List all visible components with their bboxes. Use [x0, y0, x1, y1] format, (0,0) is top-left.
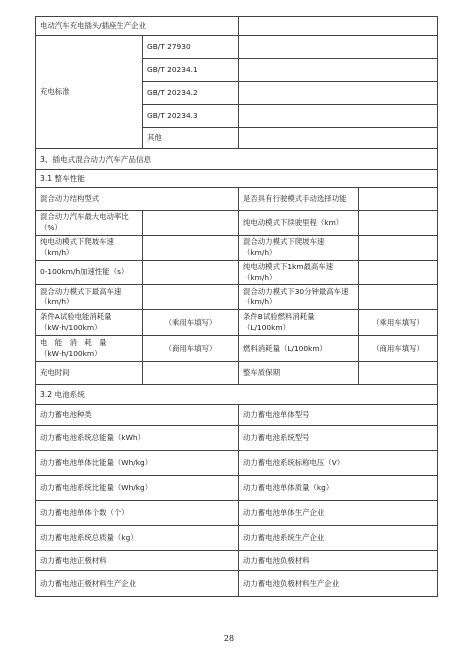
vehicle-performance-row	[36, 310, 438, 336]
battery-system-row	[36, 501, 438, 526]
battery-label-right: 动力蓄电池系统生产企业	[239, 526, 438, 551]
perf-label-left: 充电时间	[36, 362, 143, 385]
perf-label-right: 纯电动模式下续驶里程（km）	[239, 211, 359, 236]
battery-label-right: 动力蓄电池单体型号	[239, 405, 438, 426]
battery-label-right: 动力蓄电池负极材料	[239, 551, 438, 571]
vehicle-performance-row	[36, 211, 438, 236]
perf-label-left: 纯电动模式下爬坡车速（km/h）	[36, 236, 143, 261]
battery-label-left: 动力蓄电池种类	[36, 405, 239, 426]
battery-system-row	[36, 405, 438, 426]
perf-label-right: 燃料消耗量（L/100km）	[239, 336, 359, 362]
perf-value-right[interactable]	[359, 211, 438, 236]
perf-label-right: 是否具有行驶模式手动选择功能	[239, 188, 359, 211]
standard-option: GB/T 20234.3	[143, 105, 239, 128]
standard-value[interactable]	[239, 105, 438, 128]
section-3-title: 3、插电式混合动力汽车产品信息	[36, 149, 438, 170]
perf-label-right: 条件B试验燃料消耗量（L/100km）	[239, 310, 359, 336]
vehicle-performance-row	[36, 362, 438, 385]
section-3-2-header-row	[36, 385, 438, 405]
perf-label-left: 混合动力模式下最高车速（km/h）	[36, 285, 143, 310]
plug-company-value[interactable]	[239, 17, 438, 36]
standard-value[interactable]	[239, 36, 438, 59]
standard-option: GB/T 27930	[143, 36, 239, 59]
battery-label-right: 动力蓄电池单体生产企业	[239, 501, 438, 526]
battery-label-left: 动力蓄电池系统比能量（Wh/kg）	[36, 476, 239, 501]
vehicle-performance-row	[36, 285, 438, 310]
battery-system-row	[36, 426, 438, 451]
battery-label-left: 动力蓄电池系统总能量（kWh）	[36, 426, 239, 451]
standard-option: GB/T 20234.2	[143, 82, 239, 105]
perf-value-right[interactable]	[359, 362, 438, 385]
perf-value-right[interactable]	[359, 285, 438, 310]
perf-value-left[interactable]	[143, 285, 239, 310]
charging-standard-label: 充电标准	[36, 36, 143, 149]
battery-system-row	[36, 476, 438, 501]
standard-option: 其他	[143, 128, 239, 149]
perf-value-right[interactable]	[359, 236, 438, 261]
standard-value[interactable]	[239, 128, 438, 149]
perf-value-left[interactable]	[143, 211, 239, 236]
charging-standard-row	[36, 36, 438, 59]
vehicle-performance-row	[36, 336, 438, 362]
perf-value-right[interactable]: （乘用车填写）	[359, 310, 438, 336]
battery-system-row	[36, 451, 438, 476]
section-3-1-header-row	[36, 170, 438, 188]
battery-system-row	[36, 526, 438, 551]
standard-value[interactable]	[239, 59, 438, 82]
battery-label-right: 动力蓄电池负极材料生产企业	[239, 571, 438, 597]
perf-value-left[interactable]: （商用车填写）	[143, 336, 239, 362]
perf-value-left[interactable]	[143, 236, 239, 261]
perf-label-right: 纯电动模式下1km最高车速（km/h）	[239, 261, 359, 285]
perf-label-left: 混合动力结构型式	[36, 188, 239, 211]
perf-label-left: 电 能 消 耗 量（kW·h/100km）	[36, 336, 143, 362]
standard-value[interactable]	[239, 82, 438, 105]
perf-value-left[interactable]	[143, 362, 239, 385]
battery-system-row	[36, 571, 438, 597]
section-3-2-title: 3.2 电池系统	[36, 385, 438, 405]
battery-label-left: 动力蓄电池单体比能量（Wh/kg）	[36, 451, 239, 476]
perf-label-left: 0-100km/h加速性能（s）	[36, 261, 143, 285]
battery-system-row	[36, 551, 438, 571]
battery-label-left: 动力蓄电池正极材料生产企业	[36, 571, 239, 597]
vehicle-performance-row	[36, 261, 438, 285]
plug-company-row	[36, 17, 438, 36]
plug-company-label: 电动汽车充电插头/插座生产企业	[36, 17, 239, 36]
perf-label-left: 混合动力汽车最大电动率比（%）	[36, 211, 143, 236]
perf-label-left: 条件A试验电能消耗量（kW·h/100km）	[36, 310, 143, 336]
battery-label-left: 动力蓄电池正极材料	[36, 551, 239, 571]
perf-value-left[interactable]: （乘用车填写）	[143, 310, 239, 336]
perf-value-right[interactable]	[359, 261, 438, 285]
perf-label-right: 混合动力模式下30分钟最高车速（km/h）	[239, 285, 359, 310]
perf-value-right[interactable]: （商用车填写）	[359, 336, 438, 362]
vehicle-performance-row	[36, 188, 438, 211]
perf-label-right: 整车质保期	[239, 362, 359, 385]
section-3-1-title: 3.1 整车性能	[36, 170, 438, 188]
info-form-table	[35, 16, 438, 597]
battery-label-left: 动力蓄电池系统总质量（kg）	[36, 526, 239, 551]
battery-label-left: 动力蓄电池单体个数（个）	[36, 501, 239, 526]
battery-label-right: 动力蓄电池单体质量（kg）	[239, 476, 438, 501]
perf-label-right: 混合动力模式下爬坡车速（km/h）	[239, 236, 359, 261]
vehicle-performance-row	[36, 236, 438, 261]
standard-option: GB/T 20234.1	[143, 59, 239, 82]
battery-label-right: 动力蓄电池系统标称电压（V）	[239, 451, 438, 476]
page-number: 28	[223, 634, 235, 643]
perf-value-right[interactable]	[359, 188, 438, 211]
section-3-header-row	[36, 149, 438, 170]
perf-value-left[interactable]	[143, 261, 239, 285]
battery-label-right: 动力蓄电池系统型号	[239, 426, 438, 451]
